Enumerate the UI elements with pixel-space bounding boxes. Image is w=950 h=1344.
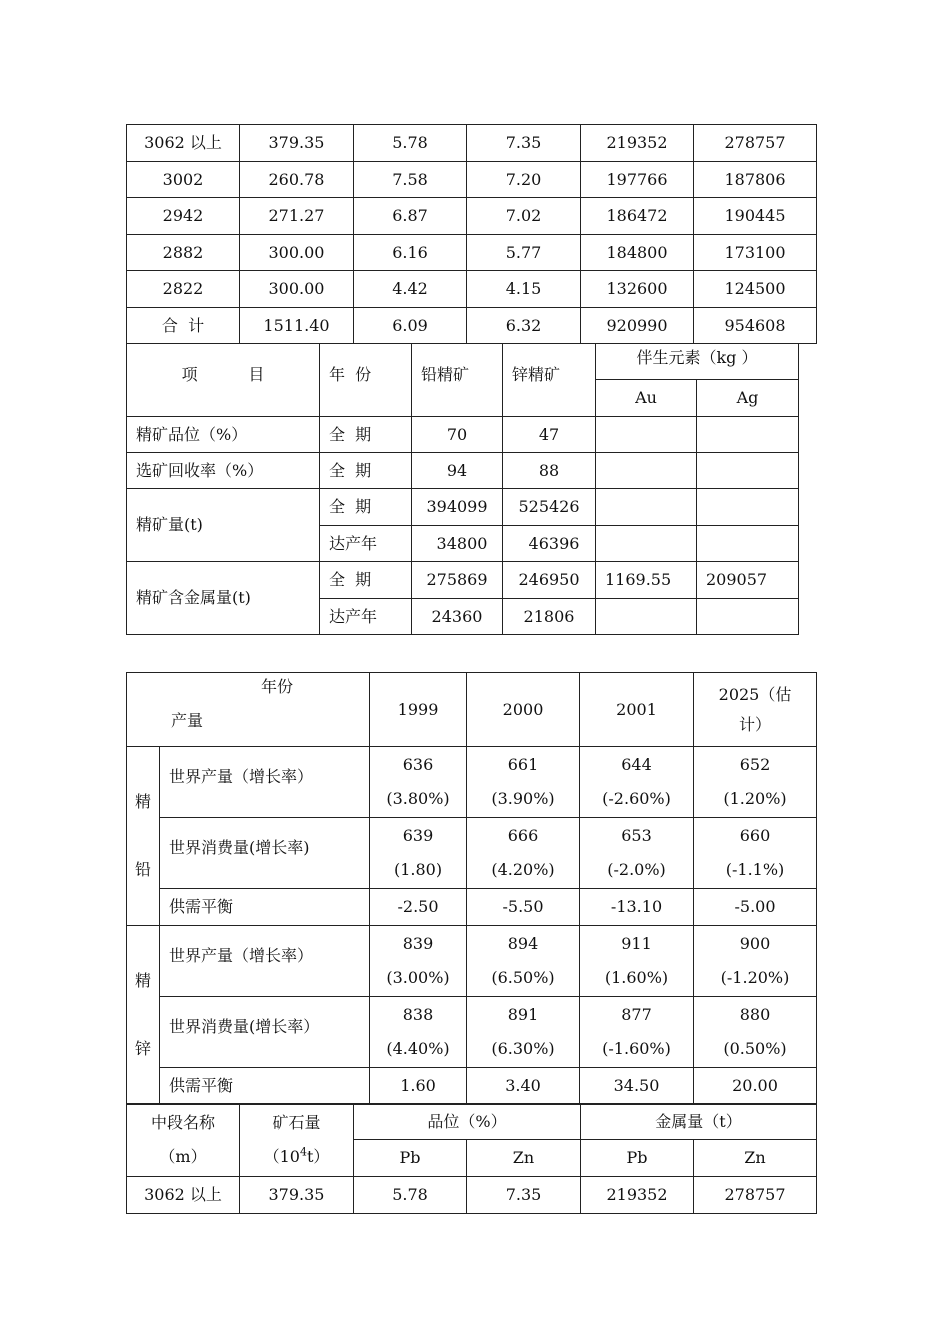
table-cell: 1511.40	[240, 308, 354, 344]
unit-text: （10	[263, 1147, 300, 1166]
growth-rate: (3.90%)	[491, 789, 555, 808]
table-cell: 187806	[694, 162, 817, 198]
item-header: 项 目	[127, 344, 320, 417]
table-cell: 6.16	[354, 235, 467, 271]
ag-header: Ag	[697, 380, 799, 417]
group-char: 铅	[134, 860, 151, 879]
header-line: 矿石量	[272, 1113, 321, 1132]
table-cell: 394099	[412, 489, 503, 526]
period-cell: 全 期	[320, 417, 412, 453]
table-row	[127, 125, 817, 162]
period-cell: 全 期	[320, 489, 412, 526]
table-cell: 20.00	[694, 1068, 817, 1105]
table-cell: 4.42	[354, 271, 467, 308]
table-row	[127, 162, 817, 198]
table-row	[127, 271, 817, 308]
level-reserve-table-bottom	[126, 1103, 817, 1214]
table-cell: 7.35	[467, 125, 581, 162]
period-cell: 达产年	[320, 599, 412, 635]
table-cell: 34.50	[580, 1068, 694, 1105]
table-cell: 5.78	[354, 125, 467, 162]
table-cell: 46396	[503, 526, 596, 562]
period-cell: 全 期	[320, 562, 412, 599]
table-cell	[596, 526, 697, 562]
row-label: 供需平衡	[160, 889, 370, 926]
table-cell: 300.00	[240, 271, 354, 308]
header-line: 中段名称	[150, 1113, 215, 1132]
corner-output-label: 产量	[171, 711, 204, 730]
value: 661	[507, 755, 539, 774]
row-label: 供需平衡	[160, 1068, 370, 1105]
table-cell: 920990	[581, 308, 694, 344]
value: 652	[739, 755, 771, 774]
growth-rate: (4.40%)	[386, 1039, 450, 1058]
table-cell	[596, 417, 697, 453]
period-cell: 全 期	[320, 453, 412, 489]
value: 900	[739, 934, 771, 953]
table-cell: 197766	[581, 162, 694, 198]
table-cell: 6.32	[467, 308, 581, 344]
growth-rate: (4.20%)	[491, 860, 555, 879]
value: 880	[739, 1005, 771, 1024]
value-cell	[694, 747, 817, 818]
table-cell: -13.10	[580, 889, 694, 926]
growth-rate: (1.20%)	[723, 789, 787, 808]
row-label: 世界产量（增长率）	[160, 747, 370, 818]
table-cell	[596, 489, 697, 526]
row-label: 精矿量(t)	[127, 489, 320, 562]
table-cell: 278757	[694, 125, 817, 162]
table-cell: 379.35	[240, 1177, 354, 1214]
table-cell: 70	[412, 417, 503, 453]
growth-rate: (1.60%)	[604, 968, 669, 987]
associated-elements-header: 伴生元素（kg ）	[596, 344, 799, 380]
row-label: 精矿含金属量(t)	[127, 562, 320, 635]
table-cell: 21806	[503, 599, 596, 635]
value: 666	[507, 826, 539, 845]
table-cell: 7.20	[467, 162, 581, 198]
ore-quantity-header	[240, 1104, 354, 1177]
table-cell: -2.50	[370, 889, 467, 926]
concentrate-product-table	[126, 343, 799, 635]
value-cell	[694, 818, 817, 889]
table-cell: 525426	[503, 489, 596, 526]
unit-text: t）	[306, 1147, 330, 1166]
table-row	[127, 747, 817, 818]
year-header-1999: 1999	[370, 673, 467, 747]
row-label: 世界消费量(增长率）	[160, 997, 370, 1068]
table-cell: 246950	[503, 562, 596, 599]
table-cell: 94	[412, 453, 503, 489]
table-cell: 1.60	[370, 1068, 467, 1105]
growth-rate: (-2.0%)	[607, 860, 666, 879]
table-row	[127, 453, 799, 489]
year-2025-line2: 计）	[739, 714, 772, 734]
table-cell: 260.78	[240, 162, 354, 198]
table-cell	[596, 453, 697, 489]
table-cell: 5.78	[354, 1177, 467, 1214]
table-row	[127, 489, 799, 526]
table-cell: 379.35	[240, 125, 354, 162]
period-cell: 达产年	[320, 526, 412, 562]
table-cell: 300.00	[240, 235, 354, 271]
growth-rate: (-1.60%)	[602, 1039, 671, 1058]
level-reserve-table-top	[126, 124, 817, 344]
growth-rate: (6.50%)	[491, 968, 555, 987]
value-cell	[370, 997, 467, 1068]
value-cell	[694, 997, 817, 1068]
year-header-2025	[694, 673, 817, 747]
value: 877	[621, 1005, 652, 1024]
growth-rate: (6.30%)	[491, 1039, 555, 1058]
table-cell: 1169.55	[596, 562, 697, 599]
table-cell: 184800	[581, 235, 694, 271]
value-cell	[467, 997, 580, 1068]
growth-rate: (0.50%)	[723, 1039, 787, 1058]
table-cell	[697, 599, 799, 635]
table-cell	[697, 489, 799, 526]
table-cell: 271.27	[240, 198, 354, 235]
table-cell: 7.58	[354, 162, 467, 198]
year-header: 年 份	[320, 344, 412, 417]
table-cell: 7.35	[467, 1177, 581, 1214]
table-cell: 219352	[581, 125, 694, 162]
corner-year-label: 年份	[261, 677, 294, 696]
table-header-row	[127, 1104, 817, 1140]
value: 911	[621, 934, 652, 953]
value-cell	[580, 997, 694, 1068]
growth-rate: (-2.60%)	[602, 789, 671, 808]
table-row	[127, 818, 817, 889]
table-row	[127, 997, 817, 1068]
header-line	[240, 1140, 353, 1174]
table-cell	[596, 599, 697, 635]
group-char: 锌	[134, 1039, 151, 1058]
table-row	[127, 417, 799, 453]
value-cell	[580, 818, 694, 889]
value-cell	[467, 926, 580, 997]
table-header-row	[127, 344, 799, 380]
group-char: 精	[134, 971, 151, 990]
value-cell	[370, 747, 467, 818]
table-cell: -5.00	[694, 889, 817, 926]
value: 639	[402, 826, 434, 845]
table-cell: 6.09	[354, 308, 467, 344]
lead-zinc-supply-demand-table	[126, 672, 817, 1105]
value-cell	[580, 926, 694, 997]
growth-rate: (1.80)	[393, 860, 443, 879]
value-cell	[467, 818, 580, 889]
table-cell: 4.15	[467, 271, 581, 308]
corner-header	[127, 673, 370, 747]
table-cell: -5.50	[467, 889, 580, 926]
lead-group-label	[127, 747, 160, 926]
value-cell	[694, 926, 817, 997]
value: 644	[621, 755, 652, 774]
value: 839	[402, 934, 434, 953]
table-row	[127, 562, 799, 599]
table-cell: 275869	[412, 562, 503, 599]
au-header: Au	[596, 380, 697, 417]
table-cell: 7.02	[467, 198, 581, 235]
value: 894	[507, 934, 539, 953]
growth-rate: (-1.20%)	[720, 968, 790, 987]
table-row	[127, 235, 817, 271]
table-row	[127, 889, 817, 926]
value: 636	[402, 755, 434, 774]
table-header-row	[127, 673, 817, 747]
table-cell: 34800	[412, 526, 503, 562]
total-label: 合 计	[127, 308, 240, 344]
table-cell: 954608	[694, 308, 817, 344]
level-name-header	[127, 1104, 240, 1177]
table-cell: 219352	[581, 1177, 694, 1214]
value-cell	[467, 747, 580, 818]
pb-header: Pb	[581, 1140, 694, 1177]
table-cell: 132600	[581, 271, 694, 308]
table-cell: 3002	[127, 162, 240, 198]
row-label: 选矿回收率（%）	[127, 453, 320, 489]
value: 891	[507, 1005, 539, 1024]
table-cell: 3062 以上	[127, 125, 240, 162]
value-cell	[370, 818, 467, 889]
table-cell: 47	[503, 417, 596, 453]
value: 838	[402, 1005, 434, 1024]
value: 653	[621, 826, 652, 845]
pb-header: Pb	[354, 1140, 467, 1177]
metal-quantity-header: 金属量（t）	[581, 1104, 817, 1140]
table-cell	[697, 526, 799, 562]
table-cell	[697, 453, 799, 489]
table-cell: 88	[503, 453, 596, 489]
table-cell	[697, 417, 799, 453]
year-header-2000: 2000	[467, 673, 580, 747]
zinc-concentrate-header: 锌精矿	[503, 344, 596, 417]
value: 660	[739, 826, 771, 845]
table-cell: 3062 以上	[127, 1177, 240, 1214]
table-cell: 124500	[694, 271, 817, 308]
growth-rate: (-1.1%)	[725, 860, 785, 879]
table-row	[127, 1068, 817, 1105]
zinc-group-label	[127, 926, 160, 1105]
lead-concentrate-header: 铅精矿	[412, 344, 503, 417]
table-row	[127, 1177, 817, 1214]
table-cell: 173100	[694, 235, 817, 271]
table-cell: 2942	[127, 198, 240, 235]
table-cell: 278757	[694, 1177, 817, 1214]
group-char: 精	[134, 792, 151, 811]
growth-rate: (3.00%)	[386, 968, 450, 987]
table-cell: 5.77	[467, 235, 581, 271]
header-line: （m）	[159, 1147, 207, 1166]
row-label: 世界消费量(增长率)	[160, 818, 370, 889]
value-cell	[370, 926, 467, 997]
grade-header: 品位（%）	[354, 1104, 581, 1140]
value-cell	[580, 747, 694, 818]
growth-rate: (3.80%)	[386, 789, 450, 808]
zn-header: Zn	[467, 1140, 581, 1177]
table-cell: 186472	[581, 198, 694, 235]
table-cell: 3.40	[467, 1068, 580, 1105]
table-row	[127, 198, 817, 235]
table-cell: 2882	[127, 235, 240, 271]
table-cell: 2822	[127, 271, 240, 308]
row-label: 精矿品位（%）	[127, 417, 320, 453]
zn-header: Zn	[694, 1140, 817, 1177]
year-2025-line1: 2025（估	[718, 684, 792, 704]
table-cell: 6.87	[354, 198, 467, 235]
table-cell: 24360	[412, 599, 503, 635]
row-label: 世界产量（增长率）	[160, 926, 370, 997]
total-row	[127, 308, 817, 344]
unit-exponent: 4	[299, 1145, 307, 1159]
year-header-2001: 2001	[580, 673, 694, 747]
table-cell: 190445	[694, 198, 817, 235]
table-row	[127, 926, 817, 997]
table-cell: 209057	[697, 562, 799, 599]
